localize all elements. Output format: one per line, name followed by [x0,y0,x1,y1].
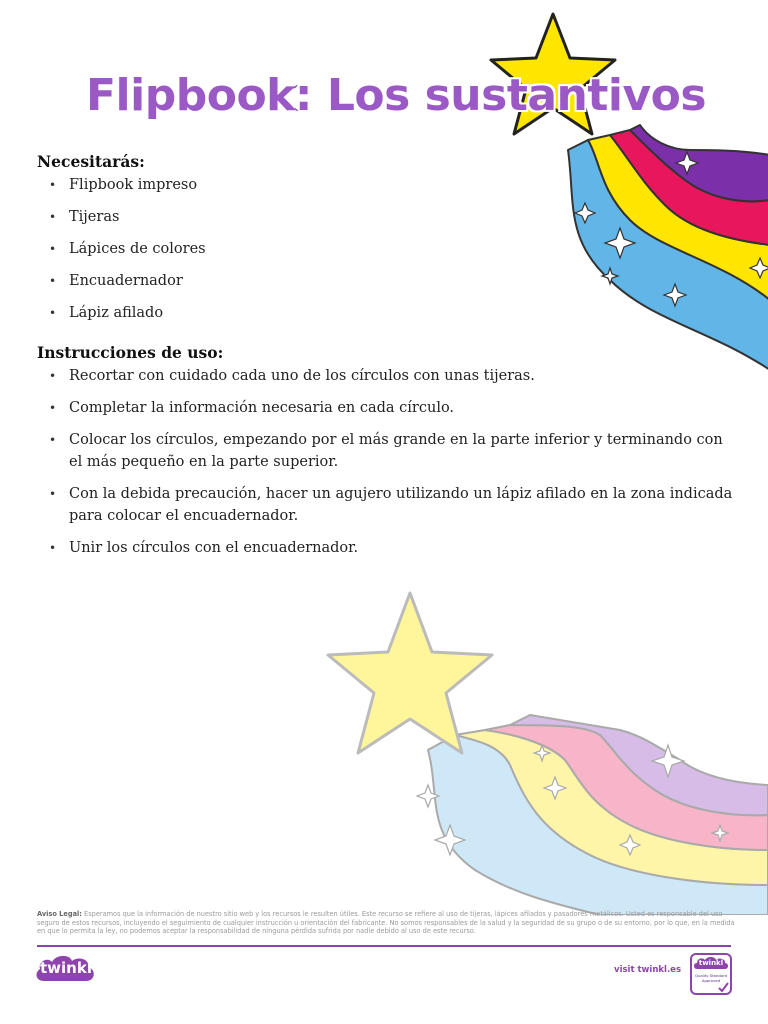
footer-divider [37,945,731,947]
list-item: • Encuadernador [37,270,487,292]
list-item: • Con la debida precaución, hacer un agujero utilizando un lápiz afilado en la zona indicada para colocar el encuadernador. [37,483,737,527]
list-item: • Tijeras [37,206,487,228]
star-shape-bottom [328,593,492,753]
materials-list [37,174,487,334]
list-item: • Recortar con cuidado cada uno de los círculos con unas tijeras. [37,365,737,387]
twinkl-logo-text: twinkl [40,959,92,977]
rainbow-trail-top [568,125,768,370]
list-item: • Lápiz afilado [37,302,487,324]
rainbow-trail-bottom [428,715,768,915]
instructions-heading: Instrucciones de uso: [37,343,224,362]
legal-notice [37,910,737,936]
list-item: • Flipbook impreso [37,174,487,196]
legal-text: Esperamos que la información de nuestro sitio web y los recursos le resulten útiles. Este recurso se refiere al uso de tijeras, lápices afilados y pasadores metálicos. Usted es responsable del uso seguro de estos recursos, incluyendo el seguimiento de cualquier instrucción u orientación del fabricante. No somos responsables de la salud y la seguridad de su grupo o de su entorno, por lo que, en la medida en que lo permita la ley, no podemos aceptar la responsabilidad de ninguna pérdida sufrida por nadie debido al uso de este recurso. [37,910,735,935]
list-item: • Lápices de colores [37,238,487,260]
badge-brand-text: twinkl [698,959,724,967]
twinkl-logo[interactable] [34,951,98,989]
instructions-list [37,365,737,569]
list-item: • Colocar los círculos, empezando por el más grande en la parte inferior y terminando con el más pequeño en la parte superior. [37,429,737,473]
quality-badge [689,952,733,996]
shooting-star-rainbow-bottom [300,585,768,915]
visit-link[interactable]: visit twinkl.es [614,965,681,975]
legal-label: Aviso Legal: [37,910,82,918]
shooting-star-rainbow-top [480,0,768,380]
page-title: Flipbook: Los sustantivos [86,70,707,121]
badge-text: Quality Standard Approved [694,973,728,983]
materials-heading: Necesitarás: [37,152,145,171]
list-item: • Completar la información necesaria en cada círculo. [37,397,737,419]
list-item: • Unir los círculos con el encuadernador. [37,537,737,559]
